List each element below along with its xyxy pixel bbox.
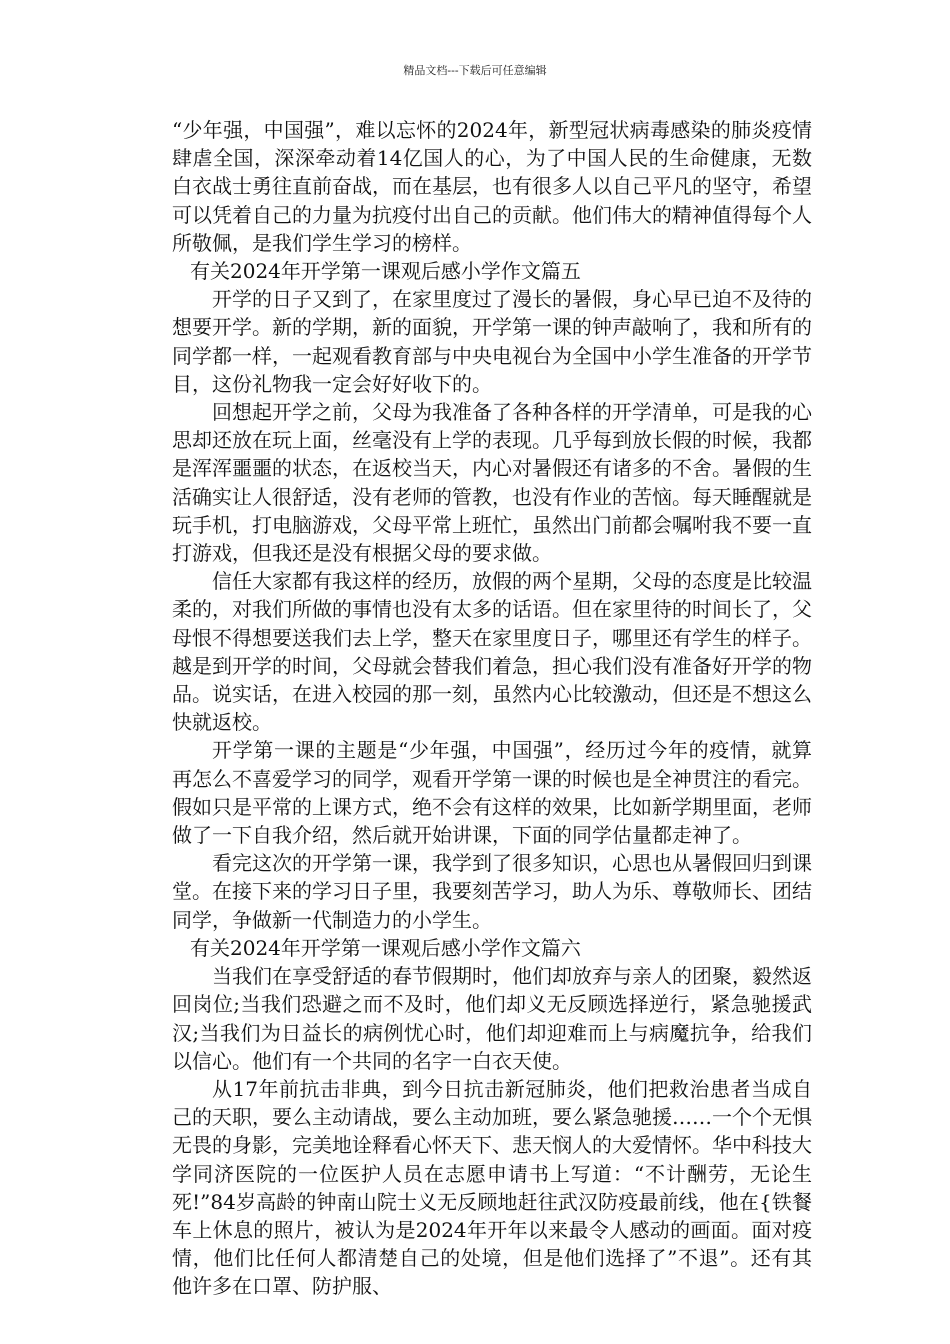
paragraph-intro: “少年强，中国强”，难以忘怀的2024年，新型冠状病毒感染的肺炎疫情肆虐全国，深深牵动着14亿国人的心，为了中国人民的生命健康，无数白衣战士勇往直前奋战，而在基层，也有很多人以自己平凡的坚守，希望可以凭着自己的力量为抗疫付出自己的贡献。他们伟大的精神值得每个人所敬佩，是我们学生学习的榜样。 bbox=[172, 118, 812, 255]
paragraph: 开学的日子又到了，在家里度过了漫长的暑假，身心早已迫不及待的想要开学。新的学期，新的面貌，开学第一课的钟声敲响了，我和所有的同学都一样，一起观看教育部与中央电视台为全国中小学生准备的开学节目，这份礼物我一定会好好收下的。 bbox=[172, 287, 812, 396]
paragraph: 从17年前抗击非典，到今日抗击新冠肺炎，他们把救治患者当成自己的天职，要么主动请战，要么主动加班，要么紧急驰援……一个个无惧无畏的身影，完美地诠释看心怀天下、悲天悯人的大爱情怀。华中科技大学同济医院的一位医护人员在志愿申请书上写道：“不计酬劳，无论生死!”84岁高龄的钟南山院士义无反顾地赶往武汉防疫最前线，他在{铁餐车上休息的照片，被认为是2024年开年以来最令人感动的画面。面对疫情，他们比任何人都清楚自己的处境，但是他们选择了”不退”。还有其他许多在口罩、防护服、 bbox=[172, 1076, 812, 1299]
paragraph: 回想起开学之前，父母为我准备了各种各样的开学清单，可是我的心思却还放在玩上面，丝毫没有上学的表现。几乎每到放长假的时候，我都是浑浑噩噩的状态，在返校当天，内心对暑假还有诸多的不舍。暑假的生活确实让人很舒适，没有老师的管教，也没有作业的苦恼。每天睡醒就是玩手机，打电脑游戏，父母平常上班忙，虽然出门前都会嘱咐我不要一直打游戏，但我还是没有根据父母的要求做。 bbox=[172, 400, 812, 566]
paragraph: 当我们在享受舒适的春节假期时，他们却放弃与亲人的团聚，毅然返回岗位;当我们恐避之而不及时，他们却义无反顾选择逆行，紧急驰援武汉;当我们为日益长的病例忧心时，他们却迎难而上与病魔抗争，给我们以信心。他们有一个共同的名字一白衣天使。 bbox=[172, 964, 812, 1073]
page-header: 精品文档---下载后可任意编辑 bbox=[403, 64, 547, 77]
paragraph: 信任大家都有我这样的经历，放假的两个星期，父母的态度是比较温柔的，对我们所做的事情也没有太多的话语。但在家里待的时间长了，父母恨不得想要送我们去上学，整天在家里度日子，哪里还有学生的样子。越是到开学的时间，父母就会替我们着急，担心我们没有准备好开学的物品。说实话，在进入校园的那一刻，虽然内心比较激动，但还是不想这么快就返校。 bbox=[172, 569, 812, 735]
section-heading-5: 有关2024年开学第一课观后感小学作文篇五 bbox=[190, 259, 581, 284]
document-body bbox=[172, 116, 812, 1301]
section-heading-6: 有关2024年开学第一课观后感小学作文篇六 bbox=[190, 935, 581, 960]
paragraph: 开学第一课的主题是“少年强，中国强”，经历过今年的疫情，就算再怎么不喜爱学习的同学，观看开学第一课的时候也是全神贯注的看完。假如只是平常的上课方式，绝不会有这样的效果，比如新学期里面，老师做了一下自我介绍，然后就开始讲课，下面的同学估量都走神了。 bbox=[172, 738, 812, 848]
paragraph: 看完这次的开学第一课，我学到了很多知识，心思也从暑假回归到课堂。在接下来的学习日子里，我要刻苦学习，助人为乐、尊敬师长、团结同学，争做新一代制造力的小学生。 bbox=[172, 851, 812, 932]
